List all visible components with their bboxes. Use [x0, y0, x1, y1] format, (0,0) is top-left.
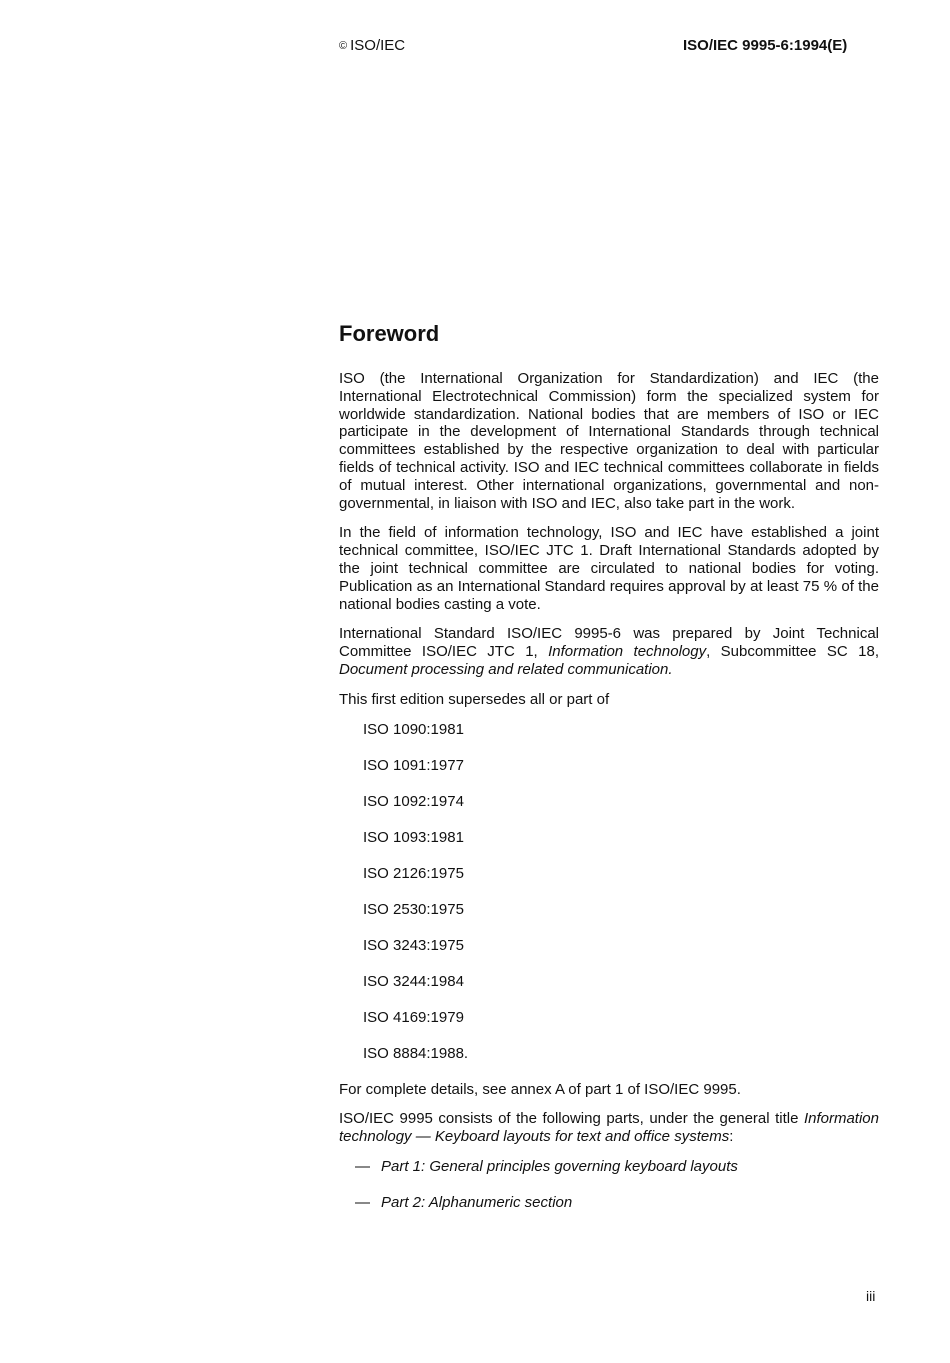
list-item: ISO 3243:1975 [363, 936, 464, 954]
running-header-right: ISO/IEC 9995-6:1994(E) [683, 37, 848, 54]
list-item [355, 1194, 879, 1212]
list-item: ISO 1090:1981 [363, 720, 464, 738]
list-item: ISO 4169:1979 [363, 1008, 464, 1026]
paragraph-supersedes: This first edition supersedes all or part of [339, 690, 610, 708]
parts-list [339, 1158, 879, 1212]
em-dash: — [355, 1157, 370, 1175]
list-item: ISO 2530:1975 [363, 900, 464, 918]
list-item: ISO 1091:1977 [363, 756, 464, 774]
list-item: ISO 1093:1981 [363, 828, 464, 846]
list-item: ISO 1092:1974 [363, 792, 464, 810]
list-item [355, 1158, 879, 1176]
parts-general-title: Information technology — Keyboard layouts for text and office systems [339, 1110, 879, 1146]
part-label: Part 2: Alphanumeric section [381, 1193, 573, 1211]
em-dash: — [355, 1193, 370, 1211]
prepared-by-text-2: , Subcommittee SC 18, [706, 643, 879, 661]
header-org: ISO/IEC [350, 37, 406, 54]
paragraph-complete-details: For complete details, see annex A of part 1 of ISO/IEC 9995. [339, 1080, 741, 1098]
list-item: ISO 2126:1975 [363, 864, 464, 882]
section-title: Foreword [339, 321, 440, 346]
foreword-body [339, 370, 879, 1230]
paragraph-parts-intro [339, 1110, 879, 1146]
copyright-symbol: © [339, 40, 348, 52]
parts-intro-colon: : [729, 1128, 734, 1146]
list-item: ISO 8884:1988. [363, 1044, 469, 1062]
prepared-by-text: International Standard ISO/IEC 9995-6 was prepared by Joint Technical Committee ISO/IEC JTC 1, [339, 625, 879, 661]
paragraph-jtc1: In the field of information technology, ISO and IEC have established a joint technical committee, ISO/IEC JTC 1. Draft International Standards adopted by the joint technical committee are circulated to national bodies for voting. Publication as an International Standard requires approval by at least 75 % of the national bodies casting a vote. [339, 524, 879, 613]
running-header-left [339, 37, 405, 54]
parts-intro-text: ISO/IEC 9995 consists of the following parts, under the general title [339, 1110, 804, 1128]
part-label: Part 1: General principles governing keyboard layouts [381, 1157, 738, 1175]
prepared-by-italic-2: Document processing and related communication. [339, 660, 673, 678]
superseded-standards-list [363, 721, 879, 1063]
paragraph-prepared-by [339, 625, 879, 678]
page-number: iii [866, 1288, 876, 1304]
list-item: ISO 3244:1984 [363, 972, 464, 990]
paragraph-iso-iec: ISO (the International Organization for Standardization) and IEC (the International Electrotechnical Commission) form the specialized system for worldwide standardization. National bodies that are members of ISO or IEC participate in the development of International Standards through technical committees established by the respective organization to deal with particular fields of technical activity. ISO and IEC technical committees collaborate in fields of mutual interest. Other international organizations, governmental and non-governmental, in liaison with ISO and IEC, also take part in the work. [339, 370, 879, 512]
prepared-by-italic-1: Information technology [548, 643, 707, 661]
